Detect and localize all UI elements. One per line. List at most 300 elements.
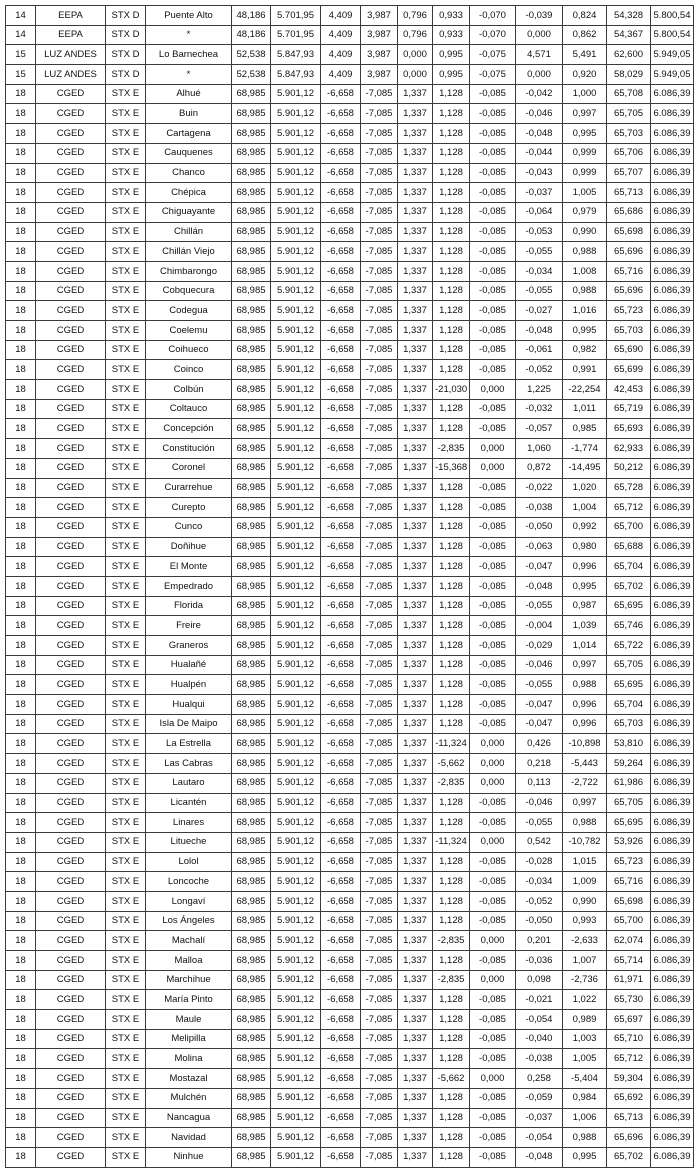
value-6-cell: 1,128 — [433, 340, 470, 360]
value-6-cell: 0,995 — [433, 65, 470, 85]
sector-cell: STX E — [106, 1049, 146, 1069]
value-3-cell: -6,658 — [321, 557, 361, 577]
company-cell: CGED — [36, 439, 106, 459]
value-1-cell: 52,538 — [232, 45, 271, 65]
value-7-cell: -0,085 — [470, 636, 516, 656]
commune-cell: * — [146, 25, 232, 45]
area-cell: 18 — [6, 1010, 36, 1030]
value-4-cell: -7,085 — [361, 911, 398, 931]
value-3-cell: -6,658 — [321, 1029, 361, 1049]
value-1-cell: 68,985 — [232, 1128, 271, 1148]
value-2-cell: 5.901,12 — [271, 576, 321, 596]
sector-cell: STX E — [106, 970, 146, 990]
value-4-cell: -7,085 — [361, 675, 398, 695]
value-2-cell: 5.901,12 — [271, 380, 321, 400]
value-6-cell: 1,128 — [433, 1088, 470, 1108]
area-cell: 18 — [6, 1029, 36, 1049]
company-cell: CGED — [36, 281, 106, 301]
area-cell: 18 — [6, 498, 36, 518]
value-9-cell: 1,020 — [563, 478, 607, 498]
area-cell: 18 — [6, 380, 36, 400]
value-6-cell: 1,128 — [433, 163, 470, 183]
area-cell: 18 — [6, 734, 36, 754]
table-body — [6, 6, 694, 1168]
value-5-cell: 1,337 — [398, 891, 433, 911]
value-11-cell: 6.086,39 — [651, 163, 694, 183]
value-2-cell: 5.901,12 — [271, 754, 321, 774]
company-cell: EEPA — [36, 25, 106, 45]
value-3-cell: -6,658 — [321, 261, 361, 281]
value-4-cell: -7,085 — [361, 537, 398, 557]
value-10-cell: 59,304 — [607, 1069, 651, 1089]
value-4-cell: -7,085 — [361, 754, 398, 774]
area-cell: 15 — [6, 45, 36, 65]
sector-cell: STX E — [106, 990, 146, 1010]
value-6-cell: 1,128 — [433, 517, 470, 537]
value-5-cell: 1,337 — [398, 911, 433, 931]
value-8-cell: 0,201 — [516, 931, 563, 951]
value-9-cell: 1,003 — [563, 1029, 607, 1049]
value-1-cell: 68,985 — [232, 242, 271, 262]
area-cell: 18 — [6, 458, 36, 478]
value-1-cell: 68,985 — [232, 380, 271, 400]
value-9-cell: 0,996 — [563, 714, 607, 734]
sector-cell: STX E — [106, 734, 146, 754]
value-5-cell: 1,337 — [398, 517, 433, 537]
commune-cell: Hualpén — [146, 675, 232, 695]
value-4-cell: -7,085 — [361, 439, 398, 459]
commune-cell: Hualañé — [146, 655, 232, 675]
value-11-cell: 6.086,39 — [651, 1128, 694, 1148]
value-6-cell: 1,128 — [433, 596, 470, 616]
area-cell: 18 — [6, 675, 36, 695]
value-8-cell: -0,050 — [516, 517, 563, 537]
value-3-cell: -6,658 — [321, 498, 361, 518]
value-9-cell: -1,774 — [563, 439, 607, 459]
value-10-cell: 54,367 — [607, 25, 651, 45]
value-7-cell: -0,085 — [470, 143, 516, 163]
value-10-cell: 65,728 — [607, 478, 651, 498]
commune-cell: Ninhue — [146, 1147, 232, 1167]
value-7-cell: 0,000 — [470, 754, 516, 774]
value-8-cell: -0,038 — [516, 1049, 563, 1069]
value-2-cell: 5.901,12 — [271, 321, 321, 341]
value-6-cell: 1,128 — [433, 1010, 470, 1030]
value-4-cell: 3,987 — [361, 45, 398, 65]
value-3-cell: -6,658 — [321, 636, 361, 656]
value-3-cell: -6,658 — [321, 793, 361, 813]
sector-cell: STX E — [106, 1128, 146, 1148]
table-row — [6, 380, 694, 400]
value-11-cell: 6.086,39 — [651, 1088, 694, 1108]
value-6-cell: -5,662 — [433, 754, 470, 774]
table-row — [6, 183, 694, 203]
value-3-cell: -6,658 — [321, 596, 361, 616]
value-3-cell: -6,658 — [321, 163, 361, 183]
value-10-cell: 65,703 — [607, 321, 651, 341]
value-4-cell: -7,085 — [361, 222, 398, 242]
sector-cell: STX E — [106, 439, 146, 459]
value-9-cell: 0,996 — [563, 557, 607, 577]
company-cell: CGED — [36, 596, 106, 616]
value-1-cell: 68,985 — [232, 557, 271, 577]
value-6-cell: 1,128 — [433, 537, 470, 557]
company-cell: CGED — [36, 1088, 106, 1108]
value-2-cell: 5.901,12 — [271, 104, 321, 124]
value-5-cell: 1,337 — [398, 1128, 433, 1148]
value-7-cell: -0,085 — [470, 1147, 516, 1167]
value-5-cell: 1,337 — [398, 951, 433, 971]
value-11-cell: 6.086,39 — [651, 951, 694, 971]
value-4-cell: 3,987 — [361, 25, 398, 45]
value-3-cell: -6,658 — [321, 714, 361, 734]
table-row — [6, 517, 694, 537]
value-7-cell: -0,085 — [470, 695, 516, 715]
value-6-cell: 1,128 — [433, 911, 470, 931]
value-5-cell: 1,337 — [398, 399, 433, 419]
value-8-cell: -0,052 — [516, 891, 563, 911]
value-4-cell: -7,085 — [361, 596, 398, 616]
commune-cell: Cobquecura — [146, 281, 232, 301]
value-6-cell: 1,128 — [433, 222, 470, 242]
value-1-cell: 68,985 — [232, 478, 271, 498]
value-6-cell: 1,128 — [433, 990, 470, 1010]
value-11-cell: 6.086,39 — [651, 1029, 694, 1049]
sector-cell: STX E — [106, 773, 146, 793]
value-1-cell: 68,985 — [232, 596, 271, 616]
area-cell: 18 — [6, 596, 36, 616]
value-2-cell: 5.701,95 — [271, 25, 321, 45]
value-4-cell: -7,085 — [361, 636, 398, 656]
sector-cell: STX D — [106, 45, 146, 65]
value-1-cell: 68,985 — [232, 301, 271, 321]
value-8-cell: 1,225 — [516, 380, 563, 400]
company-cell: CGED — [36, 1049, 106, 1069]
value-5-cell: 1,337 — [398, 596, 433, 616]
value-10-cell: 65,707 — [607, 163, 651, 183]
value-4-cell: -7,085 — [361, 202, 398, 222]
value-2-cell: 5.901,12 — [271, 1010, 321, 1030]
value-11-cell: 6.086,39 — [651, 636, 694, 656]
value-7-cell: -0,085 — [470, 261, 516, 281]
value-1-cell: 52,538 — [232, 65, 271, 85]
table-row — [6, 84, 694, 104]
value-4-cell: -7,085 — [361, 852, 398, 872]
sector-cell: STX E — [106, 1029, 146, 1049]
commune-cell: Litueche — [146, 832, 232, 852]
value-6-cell: 0,933 — [433, 25, 470, 45]
value-11-cell: 6.086,39 — [651, 340, 694, 360]
value-3-cell: -6,658 — [321, 675, 361, 695]
company-cell: LUZ ANDES — [36, 65, 106, 85]
value-4-cell: -7,085 — [361, 695, 398, 715]
value-11-cell: 6.086,39 — [651, 321, 694, 341]
value-1-cell: 68,985 — [232, 1108, 271, 1128]
area-cell: 18 — [6, 242, 36, 262]
value-4-cell: -7,085 — [361, 517, 398, 537]
value-3-cell: -6,658 — [321, 891, 361, 911]
value-7-cell: -0,085 — [470, 183, 516, 203]
value-3-cell: -6,658 — [321, 340, 361, 360]
value-4-cell: -7,085 — [361, 458, 398, 478]
value-4-cell: -7,085 — [361, 1088, 398, 1108]
sector-cell: STX E — [106, 517, 146, 537]
company-cell: CGED — [36, 399, 106, 419]
value-2-cell: 5.901,12 — [271, 793, 321, 813]
value-1-cell: 68,985 — [232, 813, 271, 833]
value-11-cell: 6.086,39 — [651, 104, 694, 124]
value-4-cell: -7,085 — [361, 242, 398, 262]
value-8-cell: -0,055 — [516, 242, 563, 262]
value-5-cell: 1,337 — [398, 124, 433, 144]
sector-cell: STX E — [106, 714, 146, 734]
value-2-cell: 5.901,12 — [271, 852, 321, 872]
value-9-cell: 0,984 — [563, 1088, 607, 1108]
commune-cell: Mostazal — [146, 1069, 232, 1089]
value-6-cell: 1,128 — [433, 143, 470, 163]
value-8-cell: -0,037 — [516, 183, 563, 203]
value-3-cell: 4,409 — [321, 45, 361, 65]
table-row — [6, 1128, 694, 1148]
value-4-cell: -7,085 — [361, 1010, 398, 1030]
area-cell: 18 — [6, 143, 36, 163]
value-8-cell: -0,040 — [516, 1029, 563, 1049]
value-5-cell: 0,796 — [398, 6, 433, 26]
table-row — [6, 321, 694, 341]
value-7-cell: -0,085 — [470, 340, 516, 360]
value-4-cell: -7,085 — [361, 380, 398, 400]
sector-cell: STX E — [106, 301, 146, 321]
sector-cell: STX E — [106, 498, 146, 518]
value-6-cell: 1,128 — [433, 1128, 470, 1148]
commune-cell: Chépica — [146, 183, 232, 203]
value-2-cell: 5.901,12 — [271, 222, 321, 242]
sector-cell: STX E — [106, 675, 146, 695]
value-4-cell: -7,085 — [361, 734, 398, 754]
value-8-cell: 0,000 — [516, 65, 563, 85]
table-row — [6, 45, 694, 65]
sector-cell: STX E — [106, 576, 146, 596]
area-cell: 18 — [6, 891, 36, 911]
area-cell: 18 — [6, 222, 36, 242]
value-3-cell: -6,658 — [321, 616, 361, 636]
value-11-cell: 6.086,39 — [651, 222, 694, 242]
sector-cell: STX E — [106, 1069, 146, 1089]
value-1-cell: 68,985 — [232, 222, 271, 242]
value-9-cell: 0,988 — [563, 813, 607, 833]
value-9-cell: 1,006 — [563, 1108, 607, 1128]
value-2-cell: 5.901,12 — [271, 557, 321, 577]
value-2-cell: 5.901,12 — [271, 1069, 321, 1089]
commune-cell: Curarrehue — [146, 478, 232, 498]
value-8-cell: 0,000 — [516, 25, 563, 45]
area-cell: 18 — [6, 911, 36, 931]
value-3-cell: 4,409 — [321, 25, 361, 45]
value-1-cell: 68,985 — [232, 891, 271, 911]
value-3-cell: -6,658 — [321, 832, 361, 852]
value-5-cell: 1,337 — [398, 1108, 433, 1128]
value-5-cell: 1,337 — [398, 242, 433, 262]
value-7-cell: 0,000 — [470, 458, 516, 478]
area-cell: 18 — [6, 832, 36, 852]
area-cell: 18 — [6, 281, 36, 301]
value-10-cell: 65,695 — [607, 675, 651, 695]
area-cell: 18 — [6, 1088, 36, 1108]
value-8-cell: -0,053 — [516, 222, 563, 242]
value-6-cell: 1,128 — [433, 1147, 470, 1167]
value-11-cell: 6.086,39 — [651, 1108, 694, 1128]
value-6-cell: 1,128 — [433, 321, 470, 341]
table-row — [6, 1069, 694, 1089]
value-3-cell: -6,658 — [321, 1069, 361, 1089]
value-9-cell: 0,997 — [563, 655, 607, 675]
sector-cell: STX E — [106, 242, 146, 262]
value-5-cell: 1,337 — [398, 655, 433, 675]
company-cell: CGED — [36, 931, 106, 951]
value-4-cell: 3,987 — [361, 65, 398, 85]
area-cell: 18 — [6, 124, 36, 144]
value-3-cell: -6,658 — [321, 1147, 361, 1167]
value-10-cell: 65,746 — [607, 616, 651, 636]
commune-cell: Colbún — [146, 380, 232, 400]
value-7-cell: -0,085 — [470, 84, 516, 104]
value-6-cell: 1,128 — [433, 419, 470, 439]
commune-cell: Lolol — [146, 852, 232, 872]
value-7-cell: -0,085 — [470, 1088, 516, 1108]
value-5-cell: 1,337 — [398, 813, 433, 833]
commune-cell: Los Ángeles — [146, 911, 232, 931]
value-10-cell: 65,692 — [607, 1088, 651, 1108]
value-11-cell: 6.086,39 — [651, 380, 694, 400]
value-7-cell: -0,070 — [470, 6, 516, 26]
value-7-cell: 0,000 — [470, 970, 516, 990]
value-11-cell: 6.086,39 — [651, 458, 694, 478]
value-7-cell: -0,085 — [470, 813, 516, 833]
commune-cell: Chillán Viejo — [146, 242, 232, 262]
sector-cell: STX E — [106, 478, 146, 498]
value-8-cell: -0,048 — [516, 1147, 563, 1167]
value-11-cell: 6.086,39 — [651, 695, 694, 715]
value-9-cell: 0,985 — [563, 419, 607, 439]
value-6-cell: 1,128 — [433, 576, 470, 596]
value-8-cell: -0,063 — [516, 537, 563, 557]
area-cell: 18 — [6, 340, 36, 360]
sector-cell: STX E — [106, 557, 146, 577]
value-8-cell: -0,032 — [516, 399, 563, 419]
value-5-cell: 1,337 — [398, 557, 433, 577]
value-11-cell: 6.086,39 — [651, 261, 694, 281]
value-9-cell: 1,015 — [563, 852, 607, 872]
value-9-cell: 1,000 — [563, 84, 607, 104]
sector-cell: STX E — [106, 852, 146, 872]
table-row — [6, 872, 694, 892]
value-11-cell: 6.086,39 — [651, 1010, 694, 1030]
table-row — [6, 852, 694, 872]
commune-cell: Buin — [146, 104, 232, 124]
value-11-cell: 6.086,39 — [651, 714, 694, 734]
value-7-cell: -0,085 — [470, 419, 516, 439]
value-10-cell: 65,713 — [607, 183, 651, 203]
value-1-cell: 68,985 — [232, 951, 271, 971]
value-7-cell: -0,085 — [470, 537, 516, 557]
company-cell: CGED — [36, 793, 106, 813]
value-11-cell: 6.086,39 — [651, 1049, 694, 1069]
commune-cell: Las Cabras — [146, 754, 232, 774]
value-1-cell: 68,985 — [232, 261, 271, 281]
company-cell: CGED — [36, 576, 106, 596]
value-3-cell: -6,658 — [321, 478, 361, 498]
value-1-cell: 68,985 — [232, 734, 271, 754]
value-9-cell: 0,988 — [563, 242, 607, 262]
value-1-cell: 68,985 — [232, 183, 271, 203]
value-6-cell: 1,128 — [433, 301, 470, 321]
value-6-cell: 1,128 — [433, 695, 470, 715]
value-8-cell: 0,113 — [516, 773, 563, 793]
value-7-cell: -0,085 — [470, 163, 516, 183]
table-row — [6, 813, 694, 833]
value-1-cell: 68,985 — [232, 419, 271, 439]
value-10-cell: 65,712 — [607, 498, 651, 518]
commune-cell: Hualqui — [146, 695, 232, 715]
value-9-cell: 0,980 — [563, 537, 607, 557]
value-1-cell: 68,985 — [232, 695, 271, 715]
value-2-cell: 5.901,12 — [271, 301, 321, 321]
value-2-cell: 5.901,12 — [271, 439, 321, 459]
company-cell: CGED — [36, 202, 106, 222]
value-8-cell: -0,047 — [516, 557, 563, 577]
value-8-cell: -0,004 — [516, 616, 563, 636]
value-1-cell: 68,985 — [232, 143, 271, 163]
commune-cell: Coihueco — [146, 340, 232, 360]
value-11-cell: 6.086,39 — [651, 655, 694, 675]
value-9-cell: 0,995 — [563, 576, 607, 596]
commune-cell: Coronel — [146, 458, 232, 478]
company-cell: CGED — [36, 478, 106, 498]
value-1-cell: 68,985 — [232, 281, 271, 301]
sector-cell: STX E — [106, 1010, 146, 1030]
value-4-cell: -7,085 — [361, 1128, 398, 1148]
value-7-cell: -0,075 — [470, 45, 516, 65]
value-4-cell: -7,085 — [361, 84, 398, 104]
value-6-cell: 1,128 — [433, 852, 470, 872]
area-cell: 18 — [6, 261, 36, 281]
value-2-cell: 5.901,12 — [271, 872, 321, 892]
table-row — [6, 931, 694, 951]
value-11-cell: 6.086,39 — [651, 1147, 694, 1167]
commune-cell: Doñihue — [146, 537, 232, 557]
value-3-cell: -6,658 — [321, 852, 361, 872]
value-2-cell: 5.901,12 — [271, 1049, 321, 1069]
value-2-cell: 5.901,12 — [271, 675, 321, 695]
area-cell: 18 — [6, 754, 36, 774]
commune-cell: María Pinto — [146, 990, 232, 1010]
value-9-cell: 0,920 — [563, 65, 607, 85]
company-cell: EEPA — [36, 6, 106, 26]
value-6-cell: -11,324 — [433, 832, 470, 852]
value-8-cell: -0,048 — [516, 124, 563, 144]
value-9-cell: -10,782 — [563, 832, 607, 852]
value-4-cell: -7,085 — [361, 655, 398, 675]
value-11-cell: 5.800,54 — [651, 25, 694, 45]
sector-cell: STX E — [106, 596, 146, 616]
value-5-cell: 1,337 — [398, 970, 433, 990]
value-2-cell: 5.901,12 — [271, 911, 321, 931]
area-cell: 18 — [6, 990, 36, 1010]
value-11-cell: 5.949,05 — [651, 45, 694, 65]
value-6-cell: 1,128 — [433, 813, 470, 833]
value-10-cell: 65,699 — [607, 360, 651, 380]
commune-cell: Freire — [146, 616, 232, 636]
